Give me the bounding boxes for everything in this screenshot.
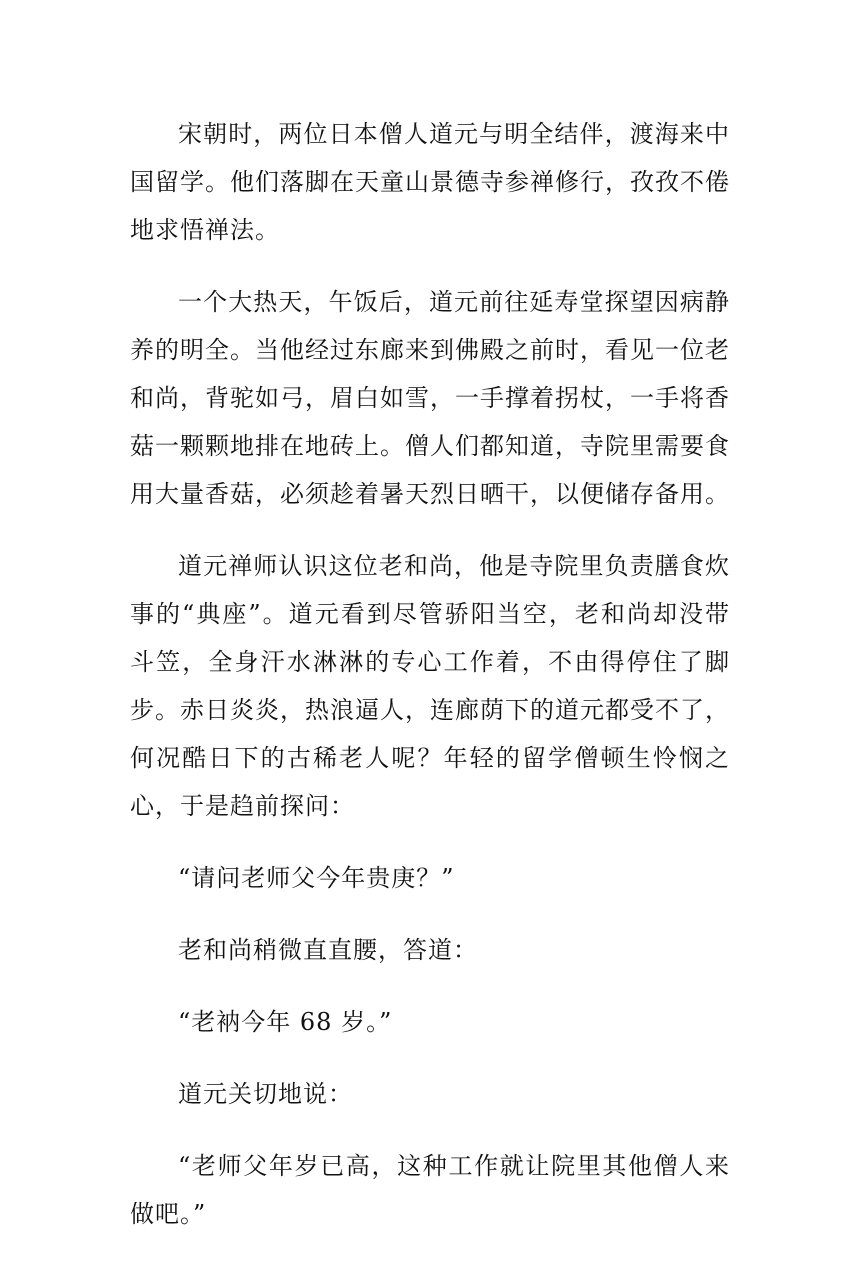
document-body [130, 110, 730, 1262]
paragraph: “老衲今年 68 岁。” [178, 1008, 393, 1036]
paragraph: “老师父年岁已高，这种工作就让院里其他僧人来做吧。” [130, 1152, 730, 1228]
paragraph: 老和尚稍微直直腰，答道： [178, 936, 478, 964]
paragraph: “请问老师父今年贵庚？” [178, 864, 455, 892]
paragraph: 道元禅师认识这位老和尚，他是寺院里负责膳食炊事的“典座”。道元看到尽管骄阳当空，老和尚却没带斗笠，全身汗水淋淋的专心工作着，不由得停住了脚步。赤日炎炎，热浪逼人，连廊荫下的道元都受不了，何况酷日下的古稀老人呢？年轻的留学僧顿生怜悯之心，于是趋前探问： [130, 552, 730, 820]
paragraph: 宋朝时，两位日本僧人道元与明全结伴，渡海来中国留学。他们落脚在天童山景德寺参禅修行，孜孜不倦地求悟禅法。 [130, 120, 730, 244]
paragraph: 道元关切地说： [178, 1080, 353, 1108]
paragraph: 一个大热天，午饭后，道元前往延寿堂探望因病静养的明全。当他经过东廊来到佛殿之前时，看见一位老和尚，背驼如弓，眉白如雪，一手撑着拐杖，一手将香菇一颗颗地排在地砖上。僧人们都知道，寺院里需要食用大量香菇，必须趁着暑天烈日晒干，以便储存备用。 [130, 288, 730, 508]
